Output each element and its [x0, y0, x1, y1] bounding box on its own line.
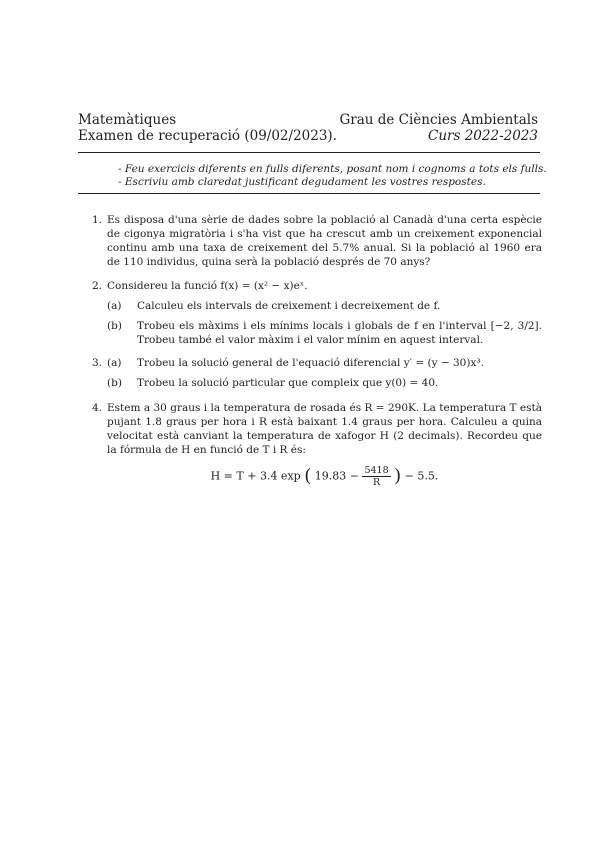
formula-tail: − 5.5.: [404, 469, 439, 483]
bottom-divider: [78, 193, 540, 194]
question-intro: Considereu la funció f(x) = (x² − x)eˣ.: [107, 280, 308, 292]
subquestion-text: Trobeu els màxims i els mínims locals i globals de f en l'interval [−2, 3/2]. Trobeu també el valor màxim i el valor mínim en aquest interval.: [137, 320, 542, 346]
question-3: [92, 356, 542, 390]
right-paren: ): [394, 465, 402, 487]
course-year: Curs 2022-2023: [428, 128, 538, 144]
subquestion-text: Trobeu la solució particular que compleix que y(0) = 40.: [137, 377, 439, 389]
formula-fraction: [362, 465, 390, 488]
heat-index-formula: [107, 465, 542, 488]
instruction-line: - Escriviu amb claredat justificant degudament les vostres respostes.: [118, 176, 486, 188]
subquestion-a: [107, 356, 542, 370]
subquestion-b: [107, 319, 542, 347]
fraction-denominator: R: [372, 477, 381, 488]
subquestion-label: (a): [107, 300, 122, 312]
subquestion-label: (b): [107, 320, 122, 332]
header-left: [78, 112, 337, 144]
question-4: [92, 401, 542, 488]
formula-lhs: H = T + 3.4 exp: [210, 469, 301, 483]
subject-title: Matemàtiques: [78, 112, 177, 128]
degree-title: Grau de Ciències Ambientals: [339, 112, 538, 128]
subquestion-label: (b): [107, 377, 122, 389]
fraction-numerator: 5418: [364, 465, 389, 476]
question-number: 1.: [92, 214, 103, 226]
question-text: Es disposa d'una sèrie de dades sobre la població al Canadà d'una certa espècie de cigonya migratòria i s'ha vist que ha crescut amb un creixement exponencial continu amb una taxa de creixement del 5.7% anual. Si la població al 1960 era de 110 individus, quina serà la població després de 70 anys?: [107, 214, 542, 268]
subquestion-text: Trobeu la solució general de l'equació diferencial y′ = (y − 30)x³.: [137, 357, 484, 369]
question-number: 3.: [92, 357, 103, 369]
question-text: Estem a 30 graus i la temperatura de rosada és R = 290K. La temperatura T està pujant 1.8 graus per hora i R està baixant 1.4 graus per hora. Calculeu a quina velocitat està canviant la temperatura de xafogor H (2 decimals). Recordeu que la fórmula de H en funció de T i R és:: [107, 402, 542, 456]
exam-title: Examen de recuperació (09/02/2023).: [78, 128, 337, 144]
header-right: [339, 112, 538, 144]
question-1: [92, 213, 542, 269]
subquestion-a: [107, 299, 542, 313]
formula-constant: 19.83 −: [314, 469, 359, 483]
instructions: [118, 163, 547, 189]
subquestion-b: [107, 376, 542, 390]
left-paren: (: [304, 465, 312, 487]
instruction-line: - Feu exercicis diferents en fulls diferents, posant nom i cognoms a tots els fulls.: [118, 163, 547, 175]
subquestion-text: Calculeu els intervals de creixement i decreixement de f.: [137, 300, 441, 312]
question-number: 2.: [92, 280, 103, 292]
top-divider: [78, 152, 540, 153]
subquestion-label: (a): [107, 357, 122, 369]
question-2: [92, 279, 542, 347]
question-number: 4.: [92, 402, 103, 414]
